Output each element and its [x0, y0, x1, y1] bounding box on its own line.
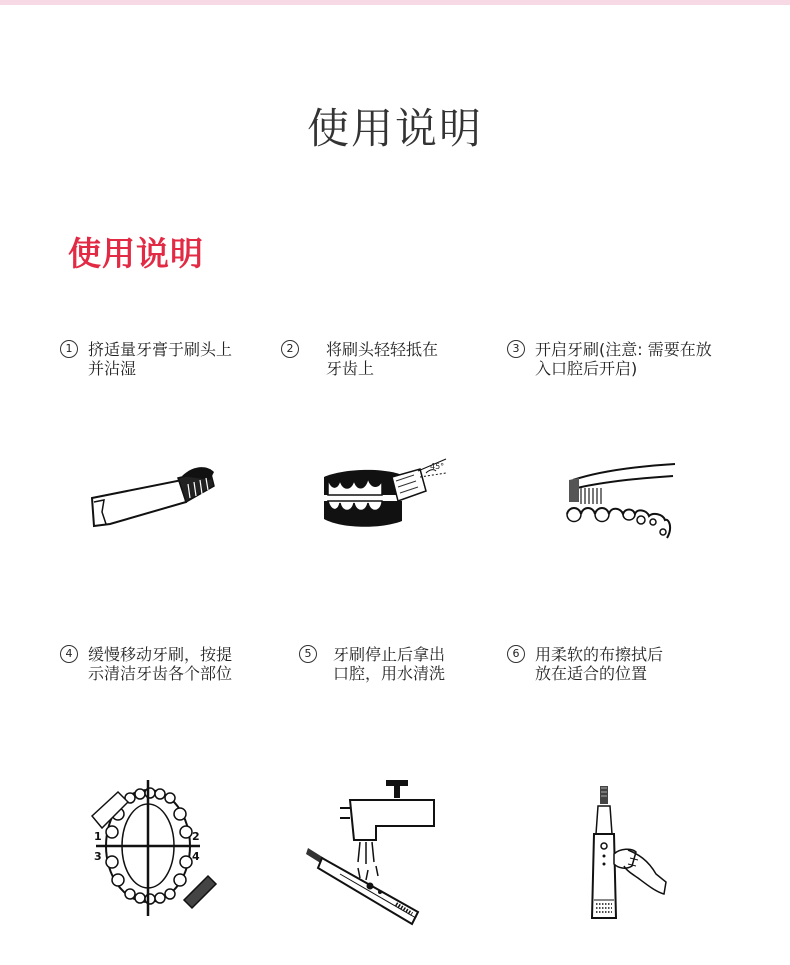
step-5 — [299, 645, 499, 685]
step-number: 2 — [281, 340, 299, 358]
step-text: 牙刷停止后拿出 口腔，用水清洗 — [333, 645, 446, 683]
step-text: 开启牙刷(注意: 需要在放 入口腔后开启) — [535, 340, 712, 378]
dental-quadrants-icon — [88, 776, 218, 926]
step-3 — [507, 340, 747, 380]
wipe-with-cloth-icon — [584, 784, 684, 924]
step-number: 5 — [299, 645, 317, 663]
quadrant-2-label: 2 — [192, 830, 200, 843]
step-text: 挤适量牙膏于刷头上 并沾湿 — [88, 340, 233, 378]
step-number: 3 — [507, 340, 525, 358]
step-number: 4 — [60, 645, 78, 663]
step-number: 1 — [60, 340, 78, 358]
rinse-under-tap-icon — [300, 778, 460, 928]
step-4 — [60, 645, 280, 685]
quadrant-4-label: 4 — [192, 850, 200, 863]
toothbrush-paste-icon — [82, 462, 222, 532]
brush-on-teeth-45-icon — [322, 455, 452, 535]
step-6 — [507, 645, 727, 685]
step-1 — [60, 340, 280, 380]
angle-annotation: 45° — [430, 462, 445, 471]
page-title: 使用说明 — [306, 104, 483, 153]
step-text: 将刷头轻轻抵在 牙齿上 — [326, 340, 439, 378]
quadrant-1-label: 1 — [94, 830, 102, 843]
section-title: 使用说明 — [68, 234, 204, 273]
step-number: 6 — [507, 645, 525, 663]
step-text: 用柔软的布擦拭后 放在适合的位置 — [535, 645, 664, 683]
step-2 — [281, 340, 481, 380]
quadrant-3-label: 3 — [94, 850, 102, 863]
brush-switch-on-icon — [563, 458, 678, 548]
top-decor-bar — [0, 0, 790, 5]
step-text: 缓慢移动牙刷，按提 示清洁牙齿各个部位 — [88, 645, 233, 683]
